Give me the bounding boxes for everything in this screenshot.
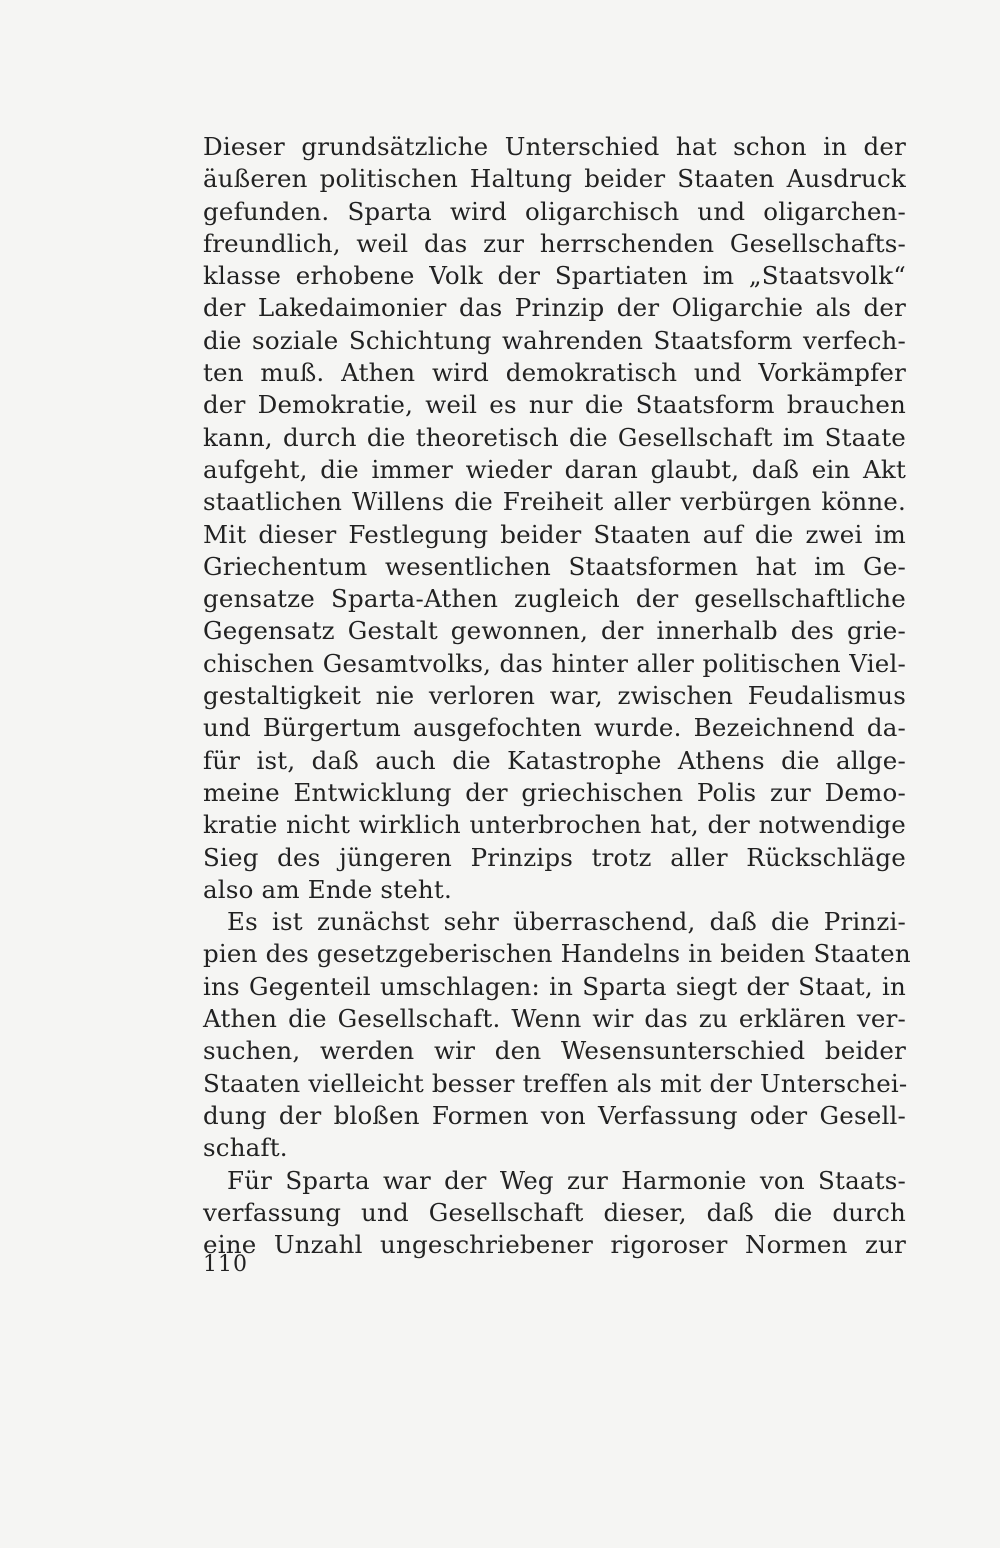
text-line: Athen die Gesellschaft. Wenn wir das zu erklären ver- bbox=[203, 1004, 906, 1034]
text-line: verfassung und Gesellschaft dieser, daß die durch bbox=[203, 1197, 906, 1227]
text-line: Sieg des jüngeren Prinzips trotz aller Rückschläge bbox=[203, 842, 906, 872]
text-line: gestaltigkeit nie verloren war, zwischen Feudalismus bbox=[203, 681, 906, 711]
text-line: freundlich, weil das zur herrschenden Gesellschafts- bbox=[203, 228, 906, 258]
text-line: meine Entwicklung der griechischen Polis zur Demo- bbox=[203, 777, 906, 807]
text-line: kann, durch die theoretisch die Gesellschaft im Staate bbox=[203, 422, 906, 452]
page-number: 110 bbox=[203, 1252, 248, 1277]
text-line: eine Unzahl ungeschriebener rigoroser Normen zur bbox=[203, 1230, 906, 1260]
text-line: gensatze Sparta-Athen zugleich der gesellschaftliche bbox=[203, 584, 906, 614]
text-line: aufgeht, die immer wieder daran glaubt, daß ein Akt bbox=[203, 454, 906, 484]
text-line: für ist, daß auch die Katastrophe Athens die allge- bbox=[203, 745, 906, 775]
text-line: Gegensatz Gestalt gewonnen, der innerhalb des grie- bbox=[203, 616, 906, 646]
text-line: Dieser grundsätzliche Unterschied hat schon in der bbox=[203, 132, 906, 161]
text-line: äußeren politischen Haltung beider Staaten Ausdruck bbox=[203, 164, 906, 194]
text-line: Mit dieser Festlegung beider Staaten auf die zwei im bbox=[203, 519, 906, 549]
text-line: ins Gegenteil umschlagen: in Sparta siegt der Staat, in bbox=[203, 971, 906, 1001]
text-line: Staaten vielleicht besser treffen als mit der Unterschei- bbox=[203, 1068, 908, 1098]
text-line: und Bürgertum ausgefochten wurde. Bezeichnend da- bbox=[203, 713, 906, 743]
text-line: ten muß. Athen wird demokratisch und Vorkämpfer bbox=[203, 358, 906, 388]
text-line: suchen, werden wir den Wesensunterschied beider bbox=[203, 1036, 906, 1066]
text-line: schaft. bbox=[203, 1133, 288, 1163]
text-line: dung der bloßen Formen von Verfassung oder Gesell- bbox=[203, 1100, 906, 1130]
text-line: der Lakedaimonier das Prinzip der Oligarchie als der bbox=[203, 293, 906, 323]
text-line: pien des gesetzgeberischen Handelns in beiden Staaten bbox=[203, 939, 911, 969]
paragraph bbox=[203, 1165, 906, 1262]
text-line: Griechentum wesentlichen Staatsformen hat im Ge- bbox=[203, 551, 906, 581]
paragraph bbox=[203, 131, 906, 906]
body-text bbox=[203, 131, 911, 1261]
text-line: chischen Gesamtvolks, das hinter aller politischen Viel- bbox=[203, 648, 906, 678]
paragraph bbox=[203, 906, 911, 1164]
text-line: Für Sparta war der Weg zur Harmonie von Staats- bbox=[227, 1165, 906, 1195]
text-line: klasse erhobene Volk der Spartiaten im „Staatsvolk“ bbox=[203, 261, 906, 291]
text-line: die soziale Schichtung wahrenden Staatsform verfech- bbox=[203, 325, 906, 355]
text-line: kratie nicht wirklich unterbrochen hat, der notwendige bbox=[203, 810, 906, 840]
text-line: also am Ende steht. bbox=[203, 874, 452, 904]
text-line: Es ist zunächst sehr überraschend, daß die Prinzi- bbox=[227, 907, 906, 937]
text-line: gefunden. Sparta wird oligarchisch und oligarchen- bbox=[203, 196, 906, 226]
text-line: der Demokratie, weil es nur die Staatsform brauchen bbox=[203, 390, 906, 420]
text-line: staatlichen Willens die Freiheit aller verbürgen könne. bbox=[203, 487, 906, 517]
